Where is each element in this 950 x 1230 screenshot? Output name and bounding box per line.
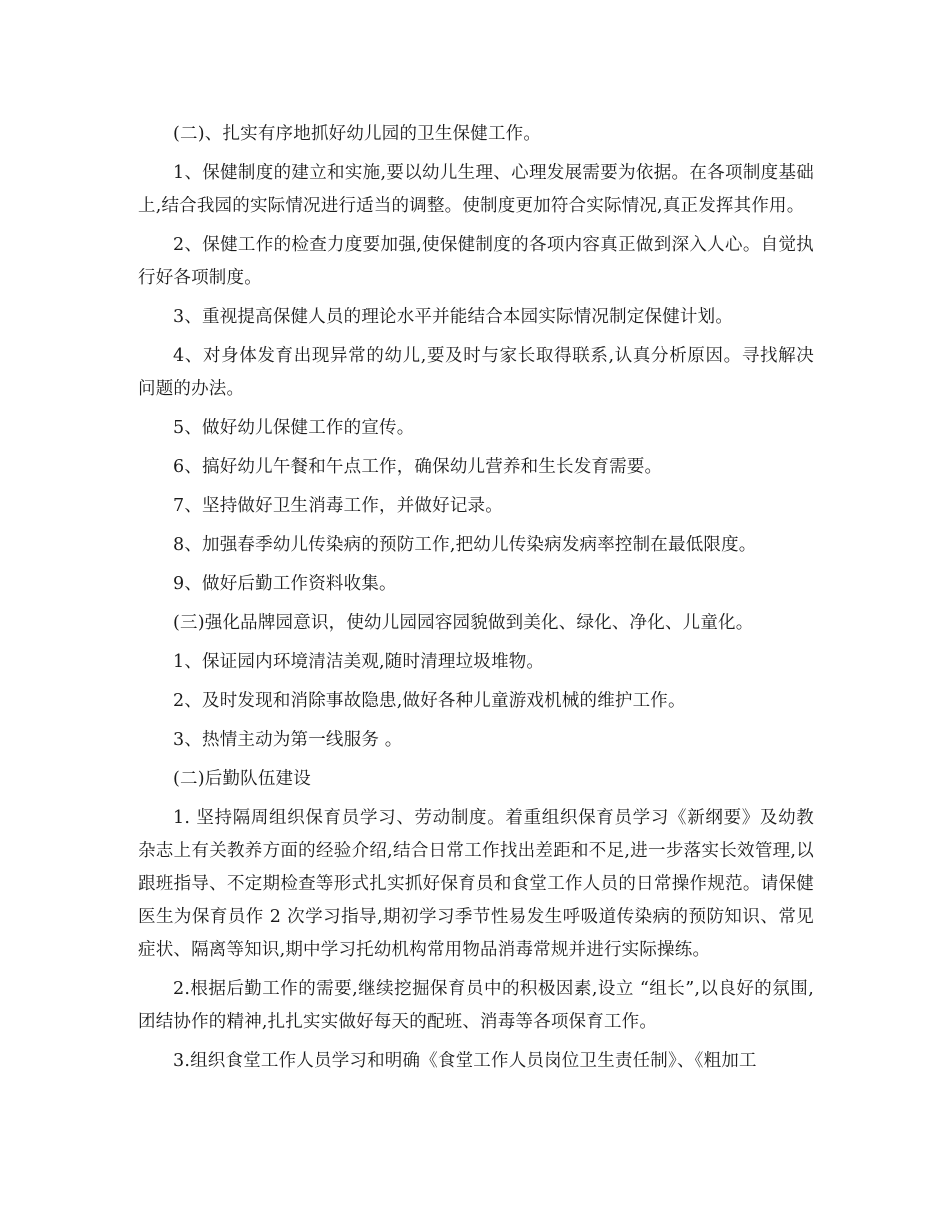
paragraph: 1. 坚持隔周组织保育员学习、劳动制度。着重组织保育员学习《新纲要》及幼教杂志上有关教养方面的经验介绍,结合日常工作找出差距和不足,进一步落实长效管理,以跟班指导、不定期检查等形式扎实抓好保育员和食堂工作人员的日常操作规范。请保健医生为保育员作 2 次学习指导,期初学习季节性易发生呼吸道传染病的预防知识、常见症状、隔离等知识,期中学习托幼机构常用物品消毒常规并进行实际操练。 [138,808,814,960]
section-heading-brand-awareness: (三)强化品牌园意识，使幼儿园园容园貌做到美化、绿化、净化、儿童化。 [173,613,754,633]
paragraph: 2、保健工作的检查力度要加强,使保健制度的各项内容真正做到深入人心。自觉执行好各项制度。 [138,235,814,288]
paragraph: 9、做好后勤工作资料收集。 [173,574,397,594]
paragraph: 1、保证园内环境清洁美观,随时清理垃圾堆物。 [173,652,545,672]
section-heading-logistics-team: (二)后勤队伍建设 [173,769,311,789]
section-heading-health-care: (二)、扎实有序地抓好幼儿园的卫生保健工作。 [173,124,542,144]
paragraph: 2.根据后勤工作的需要,继续挖掘保育员中的积极因素,设立 “组长”,以良好的氛围,团结协作的精神,扎扎实实做好每天的配班、消毒等各项保育工作。 [138,979,814,1032]
paragraph: 6、搞好幼儿午餐和午点工作，确保幼儿营养和生长发育需要。 [173,457,663,477]
paragraph: 5、做好幼儿保健工作的宣传。 [173,418,415,438]
paragraph: 3、热情主动为第一线服务 。 [173,730,403,750]
paragraph: 3.组织食堂工作人员学习和明确《食堂工作人员岗位卫生责任制》、《粗加工 [173,1051,757,1071]
paragraph: 8、加强春季幼儿传染病的预防工作,把幼儿传染病发病率控制在最低限度。 [173,535,757,555]
document-body [138,118,814,1084]
paragraph: 1、保健制度的建立和实施,要以幼儿生理、心理发展需要为依据。在各项制度基础上,结合我园的实际情况进行适当的调整。使制度更加符合实际情况,真正发挥其作用。 [138,163,814,216]
paragraph: 7、坚持做好卫生消毒工作，并做好记录。 [173,496,503,516]
paragraph: 3、重视提高保健人员的理论水平并能结合本园实际情况制定保健计划。 [173,307,734,327]
paragraph: 4、对身体发育出现异常的幼儿,要及时与家长取得联系,认真分析原因。寻找解决问题的办法。 [138,346,814,399]
paragraph: 2、及时发现和消除事故隐患,做好各种儿童游戏机械的维护工作。 [173,691,686,711]
